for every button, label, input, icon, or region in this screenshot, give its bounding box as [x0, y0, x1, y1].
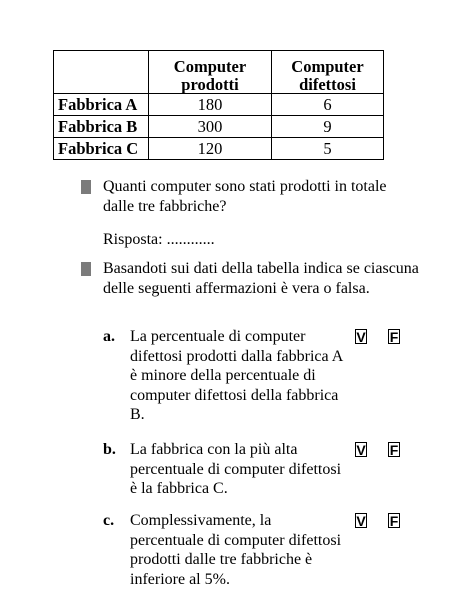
table-row-label: Fabbrica C — [54, 138, 149, 160]
table-row — [54, 116, 384, 138]
statement-letter: a. — [103, 328, 115, 345]
question-1-text: Quanti computer sono stati prodotti in totale dalle tre fabbriche? — [103, 178, 387, 215]
statement-letter: b. — [103, 441, 116, 458]
table-cell-produced: 180 — [149, 94, 272, 116]
statement-letter: c. — [103, 512, 115, 529]
factory-table — [53, 50, 384, 160]
question-marker — [81, 180, 91, 194]
question-2-text: Basandoti sui dati della tabella indica se ciascuna delle seguenti affermazioni è vera o falsa. — [103, 260, 419, 297]
question-marker — [81, 262, 91, 276]
statement-c — [103, 511, 344, 589]
statement-text: La fabbrica con la più alta percentuale di computer difettosi è la fabbrica C. — [130, 441, 342, 497]
table-cell-defective: 5 — [272, 138, 384, 160]
table-cell-produced: 120 — [149, 138, 272, 160]
table-header-row — [54, 51, 384, 94]
true-checkbox-c[interactable]: V — [356, 513, 366, 529]
table-header-produced: Computer prodotti — [149, 51, 272, 94]
table-header-corner — [54, 51, 149, 94]
statement-b — [103, 440, 344, 499]
table-header-defective: Computer difettosi — [272, 51, 384, 94]
false-checkbox-b[interactable]: F — [389, 442, 399, 458]
true-checkbox-a[interactable]: V — [356, 329, 366, 345]
question-1 — [81, 177, 421, 217]
true-checkbox-b[interactable]: V — [356, 442, 366, 458]
table-row-label: Fabbrica A — [54, 94, 149, 116]
answer-field[interactable]: Risposta: ............ — [103, 231, 215, 248]
statement-text: Complessivamente, la percentuale di computer difettosi prodotti dalle tre fabbriche è inferiore al 5%. — [130, 512, 342, 588]
statement-a — [103, 327, 344, 425]
table-row — [54, 138, 384, 160]
false-checkbox-c[interactable]: F — [389, 513, 399, 529]
statement-text: La percentuale di computer difettosi prodotti dalla fabbrica A è minore della percentuale di computer difettosi della fabbrica B. — [130, 328, 343, 423]
table-cell-defective: 9 — [272, 116, 384, 138]
table-cell-produced: 300 — [149, 116, 272, 138]
false-checkbox-a[interactable]: F — [389, 329, 399, 345]
table-row-label: Fabbrica B — [54, 116, 149, 138]
table-cell-defective: 6 — [272, 94, 384, 116]
table-row — [54, 94, 384, 116]
question-2 — [81, 259, 421, 299]
